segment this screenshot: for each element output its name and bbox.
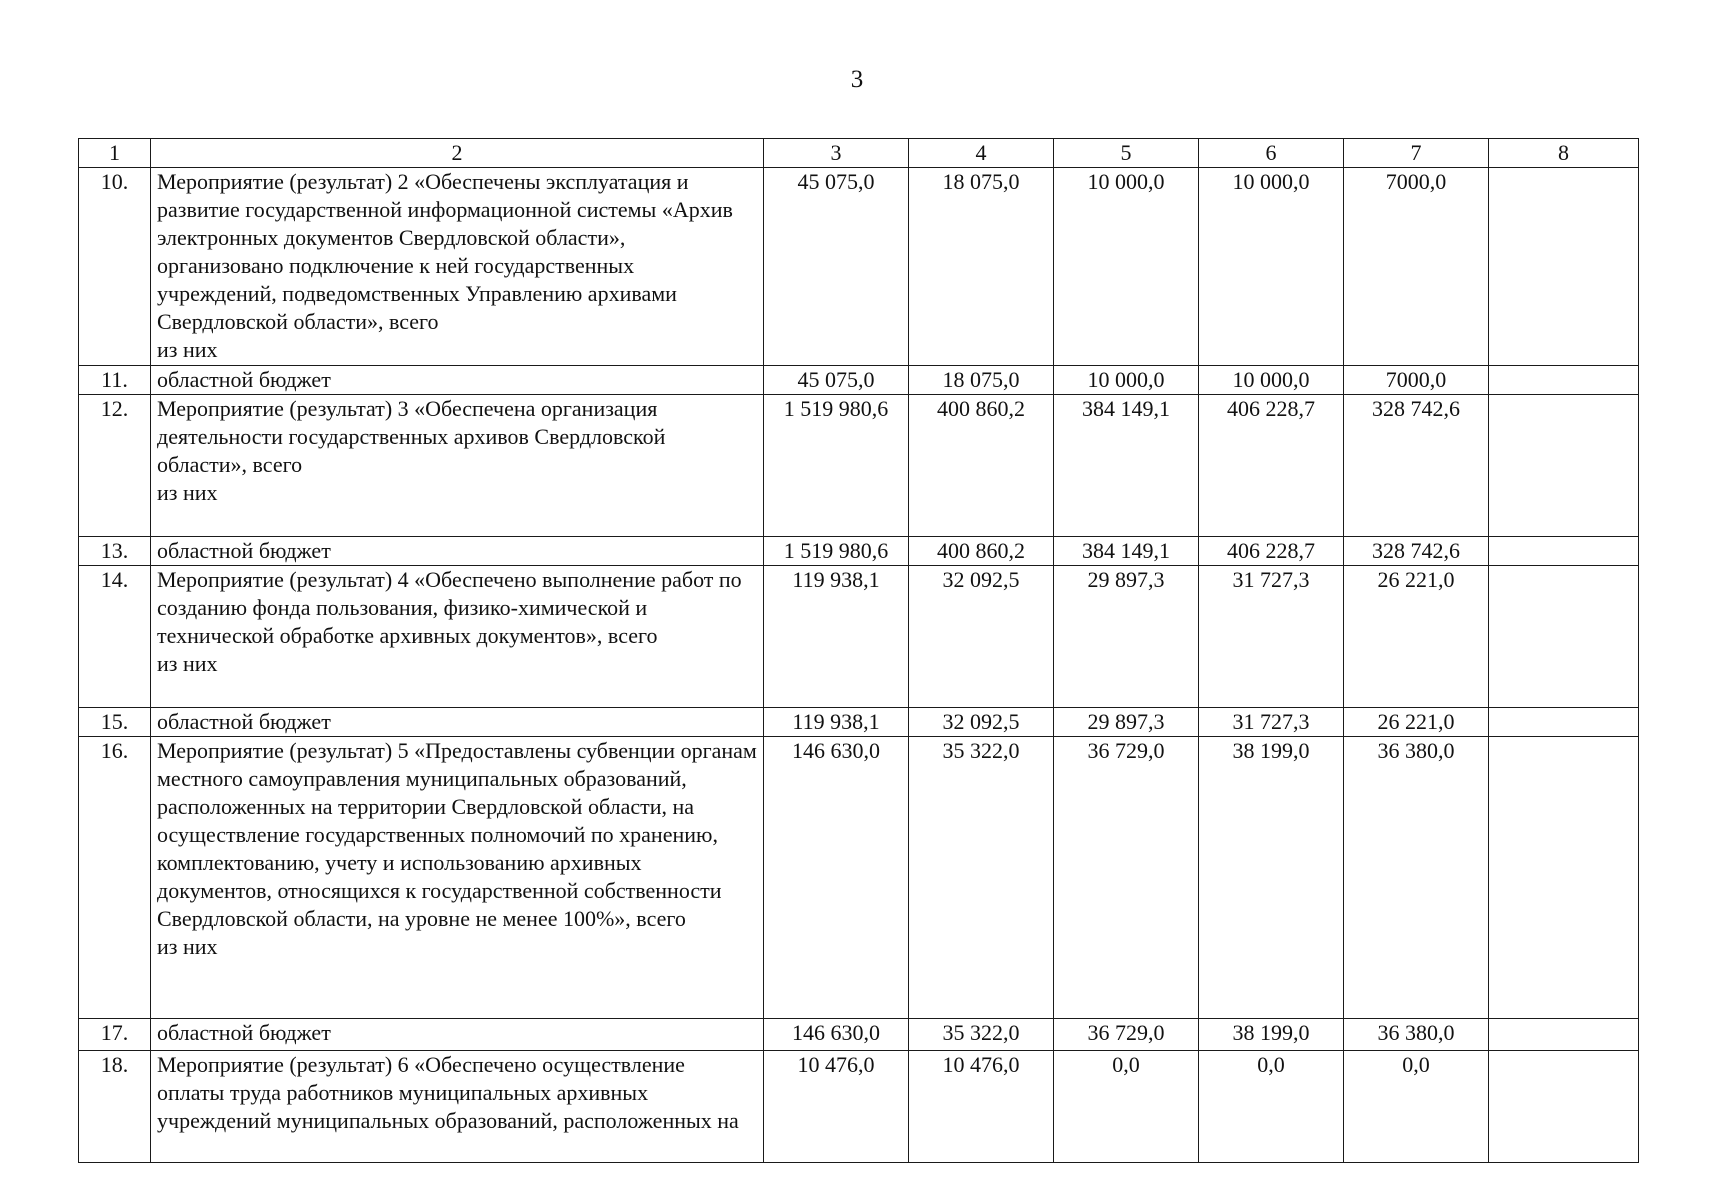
row-number: 18. (79, 1051, 151, 1163)
row-description (151, 737, 764, 1019)
cell-year-2: 384 149,1 (1054, 537, 1199, 566)
cell-year-3: 0,0 (1199, 1051, 1344, 1163)
cell-total: 10 476,0 (764, 1051, 909, 1163)
table-row (79, 737, 1639, 1019)
cell-total: 45 075,0 (764, 168, 909, 366)
row-number: 16. (79, 737, 151, 1019)
cell-year-4: 7000,0 (1344, 168, 1489, 366)
cell-total: 146 630,0 (764, 1019, 909, 1051)
cell-year-4: 26 221,0 (1344, 566, 1489, 708)
row-description-text: Мероприятие (результат) 5 «Предоставлены субвенции органам местного самоуправления муниципальных образований, расположенных на территории Свердловской области, на осуществление государственных полномочий по хранению, комплектованию, учету и использованию архивных документов, относящихся к государственной собственности Свердловской области, на уровне не менее 100%», всего (157, 738, 757, 931)
table-row (79, 168, 1639, 366)
cell-year-3: 31 727,3 (1199, 566, 1344, 708)
row-description-text: Мероприятие (результат) 2 «Обеспечены эксплуатация и развитие государственной информационной системы «Архив электронных документов Свердловской области», организовано подключение к ней государственных учреждений, подведомственных Управлению архивами Свердловской области», всего (157, 169, 733, 334)
cell-col-8 (1489, 395, 1639, 537)
cell-col-8 (1489, 566, 1639, 708)
table-row (79, 1051, 1639, 1163)
cell-year-3: 406 228,7 (1199, 395, 1344, 537)
row-subnote: из них (157, 337, 218, 362)
cell-year-1: 32 092,5 (909, 708, 1054, 737)
row-description: областной бюджет (151, 708, 764, 737)
row-description (151, 395, 764, 537)
cell-col-8 (1489, 708, 1639, 737)
cell-year-1: 32 092,5 (909, 566, 1054, 708)
cell-year-2: 10 000,0 (1054, 366, 1199, 395)
row-number: 13. (79, 537, 151, 566)
table-row (79, 708, 1639, 737)
cell-year-3: 10 000,0 (1199, 366, 1344, 395)
cell-total: 45 075,0 (764, 366, 909, 395)
cell-year-2: 36 729,0 (1054, 1019, 1199, 1051)
row-number: 15. (79, 708, 151, 737)
table-row (79, 537, 1639, 566)
cell-year-3: 10 000,0 (1199, 168, 1344, 366)
column-header: 3 (764, 139, 909, 168)
table-row (79, 566, 1639, 708)
cell-year-1: 18 075,0 (909, 168, 1054, 366)
cell-year-3: 38 199,0 (1199, 1019, 1344, 1051)
cell-year-1: 35 322,0 (909, 737, 1054, 1019)
column-header: 7 (1344, 139, 1489, 168)
column-number-header-row (79, 139, 1639, 168)
cell-total: 146 630,0 (764, 737, 909, 1019)
cell-col-8 (1489, 537, 1639, 566)
row-number: 14. (79, 566, 151, 708)
column-header: 6 (1199, 139, 1344, 168)
row-number: 11. (79, 366, 151, 395)
row-description: областной бюджет (151, 366, 764, 395)
cell-year-2: 384 149,1 (1054, 395, 1199, 537)
cell-col-8 (1489, 168, 1639, 366)
row-subnote: из них (157, 651, 218, 676)
cell-year-4: 328 742,6 (1344, 537, 1489, 566)
column-header: 2 (151, 139, 764, 168)
page-number: 3 (850, 66, 864, 93)
cell-year-3: 38 199,0 (1199, 737, 1344, 1019)
cell-year-4: 26 221,0 (1344, 708, 1489, 737)
cell-year-4: 7000,0 (1344, 366, 1489, 395)
cell-total: 1 519 980,6 (764, 537, 909, 566)
cell-year-4: 328 742,6 (1344, 395, 1489, 537)
cell-year-2: 10 000,0 (1054, 168, 1199, 366)
cell-year-2: 0,0 (1054, 1051, 1199, 1163)
row-subnote: из них (157, 934, 218, 959)
column-header: 4 (909, 139, 1054, 168)
table-row (79, 1019, 1639, 1051)
cell-col-8 (1489, 737, 1639, 1019)
cell-year-2: 29 897,3 (1054, 708, 1199, 737)
cell-year-4: 36 380,0 (1344, 737, 1489, 1019)
cell-year-1: 400 860,2 (909, 537, 1054, 566)
row-subnote: из них (157, 480, 218, 505)
row-description: областной бюджет (151, 1019, 764, 1051)
cell-total: 119 938,1 (764, 708, 909, 737)
column-header: 1 (79, 139, 151, 168)
cell-total: 1 519 980,6 (764, 395, 909, 537)
row-number: 12. (79, 395, 151, 537)
row-description (151, 168, 764, 366)
cell-year-3: 31 727,3 (1199, 708, 1344, 737)
column-header: 8 (1489, 139, 1639, 168)
cell-year-2: 29 897,3 (1054, 566, 1199, 708)
cell-total: 119 938,1 (764, 566, 909, 708)
cell-year-3: 406 228,7 (1199, 537, 1344, 566)
budget-table (78, 138, 1639, 1163)
cell-year-1: 35 322,0 (909, 1019, 1054, 1051)
row-description (151, 566, 764, 708)
row-number: 10. (79, 168, 151, 366)
row-description: областной бюджет (151, 537, 764, 566)
table-row (79, 366, 1639, 395)
cell-col-8 (1489, 1051, 1639, 1163)
column-header: 5 (1054, 139, 1199, 168)
cell-col-8 (1489, 1019, 1639, 1051)
row-description: Мероприятие (результат) 6 «Обеспечено осуществление оплаты труда работников муниципальных архивных учреждений муниципальных образований, расположенных на (151, 1051, 764, 1163)
cell-year-1: 18 075,0 (909, 366, 1054, 395)
cell-year-2: 36 729,0 (1054, 737, 1199, 1019)
row-description-text: Мероприятие (результат) 4 «Обеспечено выполнение работ по созданию фонда пользования, физико-химической и технической обработке архивных документов», всего (157, 567, 742, 648)
cell-year-1: 10 476,0 (909, 1051, 1054, 1163)
cell-year-4: 0,0 (1344, 1051, 1489, 1163)
cell-col-8 (1489, 366, 1639, 395)
row-description-text: Мероприятие (результат) 3 «Обеспечена организация деятельности государственных архивов Свердловской области», всего (157, 396, 666, 477)
cell-year-1: 400 860,2 (909, 395, 1054, 537)
cell-year-4: 36 380,0 (1344, 1019, 1489, 1051)
table-row (79, 395, 1639, 537)
row-number: 17. (79, 1019, 151, 1051)
